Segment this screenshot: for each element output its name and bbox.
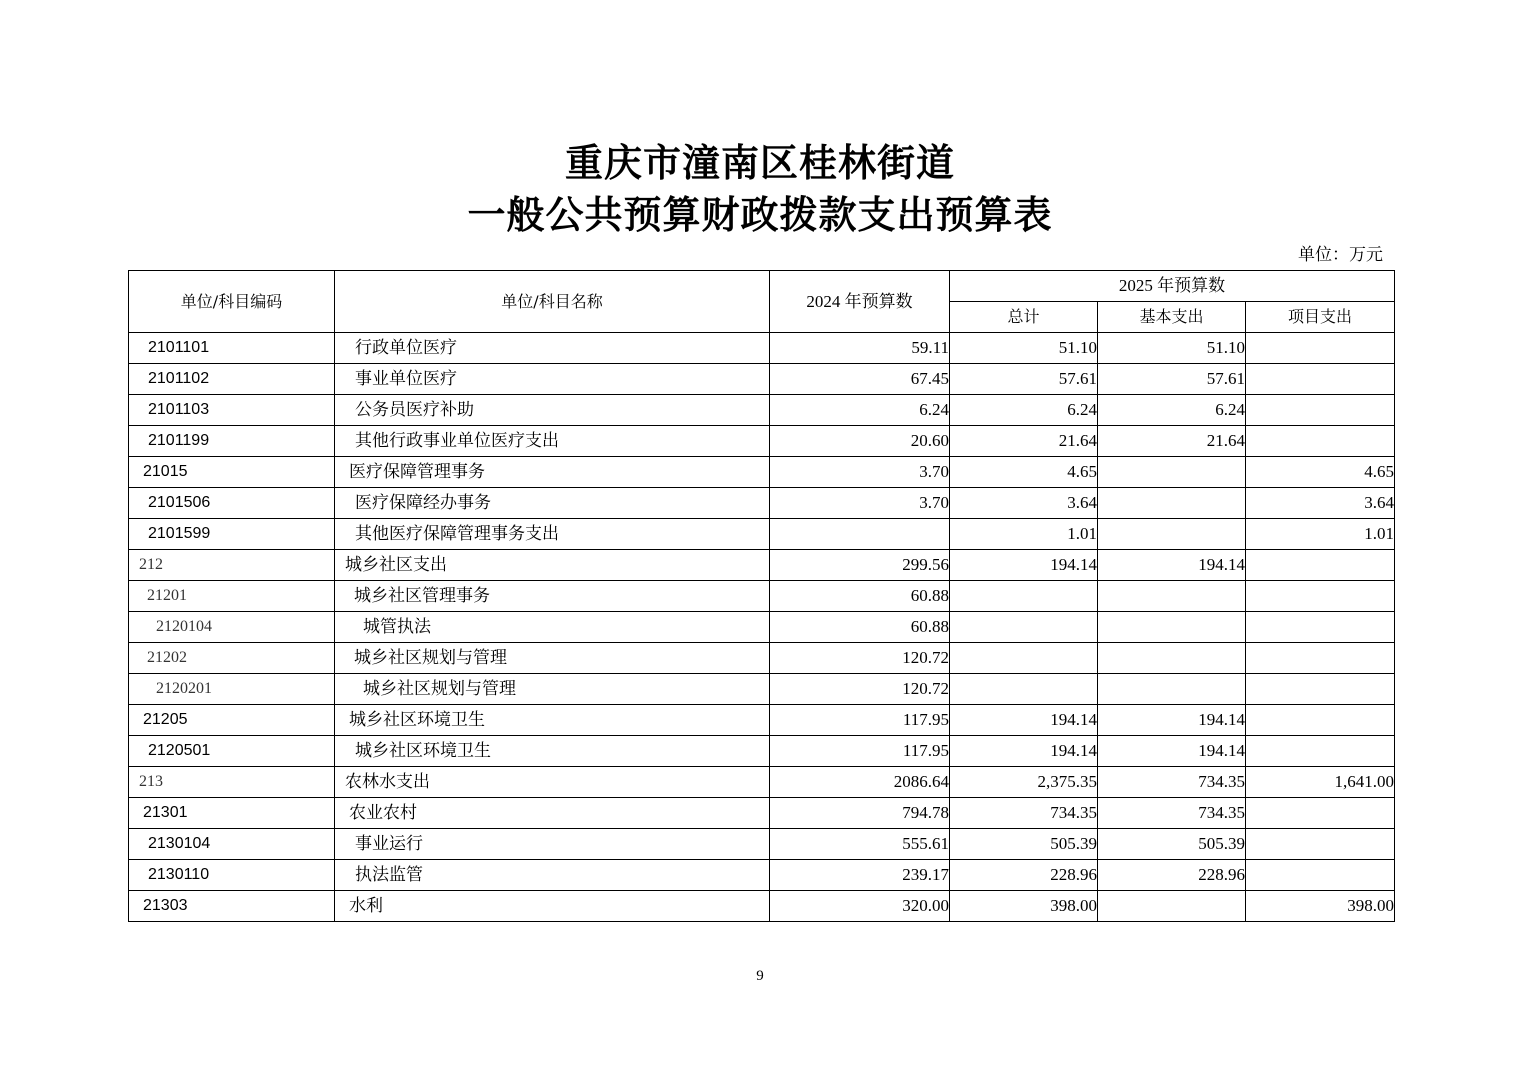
cell-project-expenditure — [1246, 581, 1395, 612]
cell-total: 6.24 — [950, 395, 1098, 426]
cell-name: 城乡社区环境卫生 — [335, 705, 770, 736]
table-row — [129, 581, 1395, 612]
cell-name: 城乡社区规划与管理 — [335, 674, 770, 705]
cell-code: 21205 — [129, 705, 335, 736]
cell-total — [950, 581, 1098, 612]
table-row — [129, 891, 1395, 922]
budget-table — [128, 270, 1395, 922]
cell-name: 公务员医疗补助 — [335, 395, 770, 426]
cell-total: 1.01 — [950, 519, 1098, 550]
table-row — [129, 643, 1395, 674]
cell-project-expenditure — [1246, 333, 1395, 364]
cell-project-expenditure: 3.64 — [1246, 488, 1395, 519]
cell-project-expenditure — [1246, 829, 1395, 860]
cell-project-expenditure — [1246, 550, 1395, 581]
cell-code: 21303 — [129, 891, 335, 922]
header-code: 单位/科目编码 — [129, 271, 335, 333]
cell-basic-expenditure — [1098, 612, 1246, 643]
table-header — [129, 271, 1395, 333]
cell-project-expenditure — [1246, 860, 1395, 891]
cell-project-expenditure — [1246, 643, 1395, 674]
cell-project-expenditure — [1246, 674, 1395, 705]
cell-basic-expenditure — [1098, 891, 1246, 922]
cell-budget-2024: 3.70 — [770, 488, 950, 519]
cell-budget-2024: 2086.64 — [770, 767, 950, 798]
cell-name: 执法监管 — [335, 860, 770, 891]
cell-total: 3.64 — [950, 488, 1098, 519]
cell-total: 505.39 — [950, 829, 1098, 860]
document-title-line2: 一般公共预算财政拨款支出预算表 — [467, 192, 1053, 237]
cell-budget-2024: 299.56 — [770, 550, 950, 581]
cell-budget-2024: 120.72 — [770, 674, 950, 705]
cell-code: 2120104 — [129, 612, 335, 643]
cell-code: 21015 — [129, 457, 335, 488]
document-title-line1: 重庆市潼南区桂林街道 — [564, 140, 955, 185]
cell-budget-2024: 59.11 — [770, 333, 950, 364]
cell-budget-2024: 3.70 — [770, 457, 950, 488]
table-row — [129, 798, 1395, 829]
cell-name: 事业运行 — [335, 829, 770, 860]
cell-basic-expenditure — [1098, 643, 1246, 674]
cell-project-expenditure — [1246, 612, 1395, 643]
cell-code: 2101101 — [129, 333, 335, 364]
cell-total: 398.00 — [950, 891, 1098, 922]
cell-name: 其他医疗保障管理事务支出 — [335, 519, 770, 550]
cell-name: 农林水支出 — [335, 767, 770, 798]
cell-project-expenditure: 4.65 — [1246, 457, 1395, 488]
cell-basic-expenditure: 51.10 — [1098, 333, 1246, 364]
table-row — [129, 364, 1395, 395]
cell-code: 2101103 — [129, 395, 335, 426]
cell-name: 城乡社区管理事务 — [335, 581, 770, 612]
table-row — [129, 860, 1395, 891]
cell-basic-expenditure — [1098, 581, 1246, 612]
table-row — [129, 829, 1395, 860]
cell-total: 57.61 — [950, 364, 1098, 395]
cell-basic-expenditure: 505.39 — [1098, 829, 1246, 860]
cell-basic-expenditure — [1098, 519, 1246, 550]
cell-basic-expenditure — [1098, 488, 1246, 519]
table-row — [129, 395, 1395, 426]
table-body — [129, 333, 1395, 922]
table-row — [129, 519, 1395, 550]
cell-budget-2024: 6.24 — [770, 395, 950, 426]
cell-code: 2101102 — [129, 364, 335, 395]
cell-total: 21.64 — [950, 426, 1098, 457]
table-row — [129, 457, 1395, 488]
cell-name: 城乡社区环境卫生 — [335, 736, 770, 767]
cell-name: 水利 — [335, 891, 770, 922]
cell-budget-2024: 320.00 — [770, 891, 950, 922]
cell-total: 2,375.35 — [950, 767, 1098, 798]
cell-budget-2024: 117.95 — [770, 705, 950, 736]
cell-code: 2120201 — [129, 674, 335, 705]
cell-basic-expenditure: 734.35 — [1098, 798, 1246, 829]
cell-name: 事业单位医疗 — [335, 364, 770, 395]
table-row — [129, 426, 1395, 457]
cell-total — [950, 643, 1098, 674]
cell-project-expenditure — [1246, 798, 1395, 829]
unit-label: 单位：万元 — [1298, 245, 1383, 264]
cell-name: 城乡社区规划与管理 — [335, 643, 770, 674]
cell-project-expenditure: 1,641.00 — [1246, 767, 1395, 798]
cell-name: 城乡社区支出 — [335, 550, 770, 581]
cell-total: 228.96 — [950, 860, 1098, 891]
cell-code: 2101199 — [129, 426, 335, 457]
cell-name: 城管执法 — [335, 612, 770, 643]
cell-total: 194.14 — [950, 705, 1098, 736]
table-row — [129, 705, 1395, 736]
cell-basic-expenditure: 6.24 — [1098, 395, 1246, 426]
cell-budget-2024: 794.78 — [770, 798, 950, 829]
cell-code: 213 — [129, 767, 335, 798]
header-basic-expenditure: 基本支出 — [1098, 302, 1246, 333]
cell-code: 2130104 — [129, 829, 335, 860]
cell-basic-expenditure — [1098, 457, 1246, 488]
cell-name: 医疗保障经办事务 — [335, 488, 770, 519]
table-row — [129, 767, 1395, 798]
cell-project-expenditure — [1246, 705, 1395, 736]
cell-code: 212 — [129, 550, 335, 581]
cell-total: 734.35 — [950, 798, 1098, 829]
table-row — [129, 736, 1395, 767]
cell-basic-expenditure: 228.96 — [1098, 860, 1246, 891]
header-name: 单位/科目名称 — [335, 271, 770, 333]
cell-total — [950, 674, 1098, 705]
cell-budget-2024 — [770, 519, 950, 550]
cell-name: 农业农村 — [335, 798, 770, 829]
cell-basic-expenditure: 194.14 — [1098, 736, 1246, 767]
cell-code: 2101506 — [129, 488, 335, 519]
cell-total — [950, 612, 1098, 643]
cell-basic-expenditure: 194.14 — [1098, 550, 1246, 581]
cell-budget-2024: 60.88 — [770, 612, 950, 643]
table-row — [129, 333, 1395, 364]
table-row — [129, 612, 1395, 643]
cell-budget-2024: 555.61 — [770, 829, 950, 860]
cell-basic-expenditure: 57.61 — [1098, 364, 1246, 395]
cell-basic-expenditure — [1098, 674, 1246, 705]
cell-project-expenditure — [1246, 736, 1395, 767]
cell-project-expenditure — [1246, 395, 1395, 426]
cell-code: 21202 — [129, 643, 335, 674]
cell-budget-2024: 67.45 — [770, 364, 950, 395]
table-row — [129, 550, 1395, 581]
cell-project-expenditure: 398.00 — [1246, 891, 1395, 922]
cell-code: 2120501 — [129, 736, 335, 767]
cell-budget-2024: 117.95 — [770, 736, 950, 767]
cell-project-expenditure — [1246, 426, 1395, 457]
cell-total: 51.10 — [950, 333, 1098, 364]
table-row — [129, 488, 1395, 519]
header-budget-2025: 2025 年预算数 — [950, 271, 1395, 302]
cell-basic-expenditure: 21.64 — [1098, 426, 1246, 457]
cell-project-expenditure: 1.01 — [1246, 519, 1395, 550]
cell-total: 194.14 — [950, 736, 1098, 767]
cell-basic-expenditure: 734.35 — [1098, 767, 1246, 798]
cell-budget-2024: 20.60 — [770, 426, 950, 457]
header-budget-2024: 2024 年预算数 — [770, 271, 950, 333]
cell-project-expenditure — [1246, 364, 1395, 395]
header-project-expenditure: 项目支出 — [1246, 302, 1395, 333]
page-number: 9 — [756, 968, 764, 984]
table-row — [129, 674, 1395, 705]
cell-budget-2024: 239.17 — [770, 860, 950, 891]
cell-code: 2130110 — [129, 860, 335, 891]
cell-code: 2101599 — [129, 519, 335, 550]
cell-total: 194.14 — [950, 550, 1098, 581]
cell-budget-2024: 120.72 — [770, 643, 950, 674]
cell-name: 行政单位医疗 — [335, 333, 770, 364]
cell-total: 4.65 — [950, 457, 1098, 488]
cell-code: 21301 — [129, 798, 335, 829]
cell-budget-2024: 60.88 — [770, 581, 950, 612]
header-total: 总计 — [950, 302, 1098, 333]
cell-code: 21201 — [129, 581, 335, 612]
cell-name: 医疗保障管理事务 — [335, 457, 770, 488]
cell-basic-expenditure: 194.14 — [1098, 705, 1246, 736]
cell-name: 其他行政事业单位医疗支出 — [335, 426, 770, 457]
